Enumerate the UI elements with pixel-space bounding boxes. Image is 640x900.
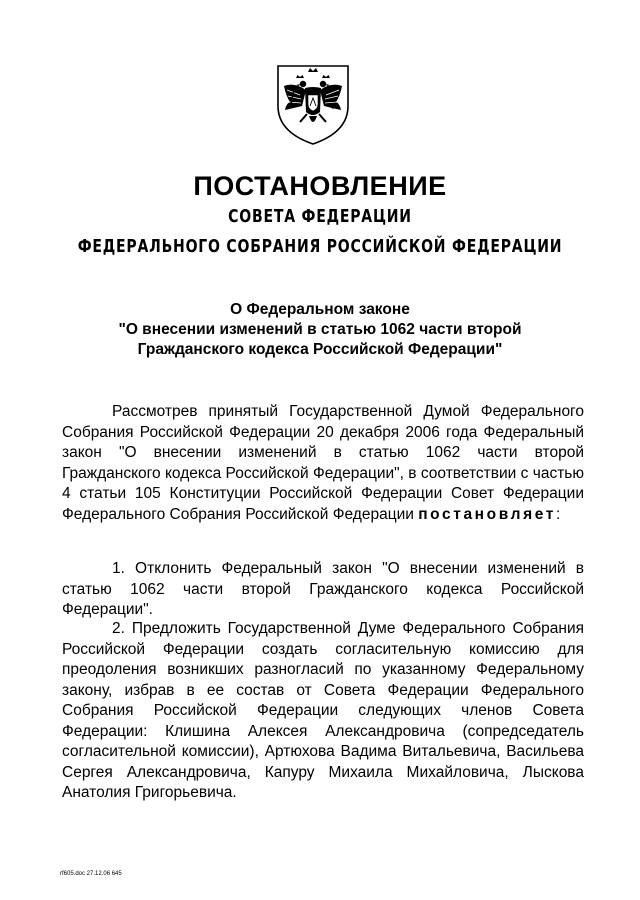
subject-line-1: О Федеральном законе: [230, 301, 410, 318]
document-subject: [0, 300, 640, 360]
subject-line-3: Гражданского кодекса Российской Федерации": [137, 341, 503, 358]
russian-coat-of-arms-icon: [272, 62, 354, 146]
resolves-word: постановляет: [418, 505, 556, 523]
issuing-body-line-2: ФЕДЕРАЛЬНОГО СОБРАНИЯ РОССИЙСКОЙ ФЕДЕРАЦИИ: [77, 236, 563, 257]
preamble-paragraph: [62, 402, 584, 525]
subject-line-2: "О внесении изменений в статью 1062 части второй: [118, 321, 522, 338]
resolution-item-1: 1. Отклонить Федеральный закон "О внесении изменений в статью 1062 части второй Гражданского кодекса Российской Федерации".: [62, 560, 584, 618]
issuing-body-line-1: СОВЕТА ФЕДЕРАЦИИ: [228, 206, 412, 227]
preamble-text: Рассмотрев принятый Государственной Думой Федерального Собрания Российской Федерации 20 декабря 2006 года Федеральный закон "О внесении изменений в статью 1062 части второй Гражданского кодекса Российской Федерации", в соответствии с частью 4 статьи 105 Конституции Российской Федерации Совет Федерации Федерального Собрания Российской Федерации: [62, 403, 584, 523]
resolves-colon: :: [555, 505, 561, 523]
resolution-item-2: 2. Предложить Государственной Думе Федерального Собрания Российской Федерации создать согласительную комиссию для преодоления возникших разногласий по указанному Федеральному закону, избрав в ее состав от Совета Федерации Федерального Собрания Российской Федерации следующих членов Совета Федерации: Клишина Алексея Александровича (сопредседатель согласительной комиссии), Артюхова Вадима Витальевича, Васильева Сергея Александровича, Капуру Михаила Михайловича, Лыскова Анатолия Григорьевича.: [62, 620, 584, 801]
document-type-title: ПОСТАНОВЛЕНИЕ: [193, 171, 447, 201]
document-reference-footer: rf605.doc 27.12.06 645: [60, 871, 122, 877]
